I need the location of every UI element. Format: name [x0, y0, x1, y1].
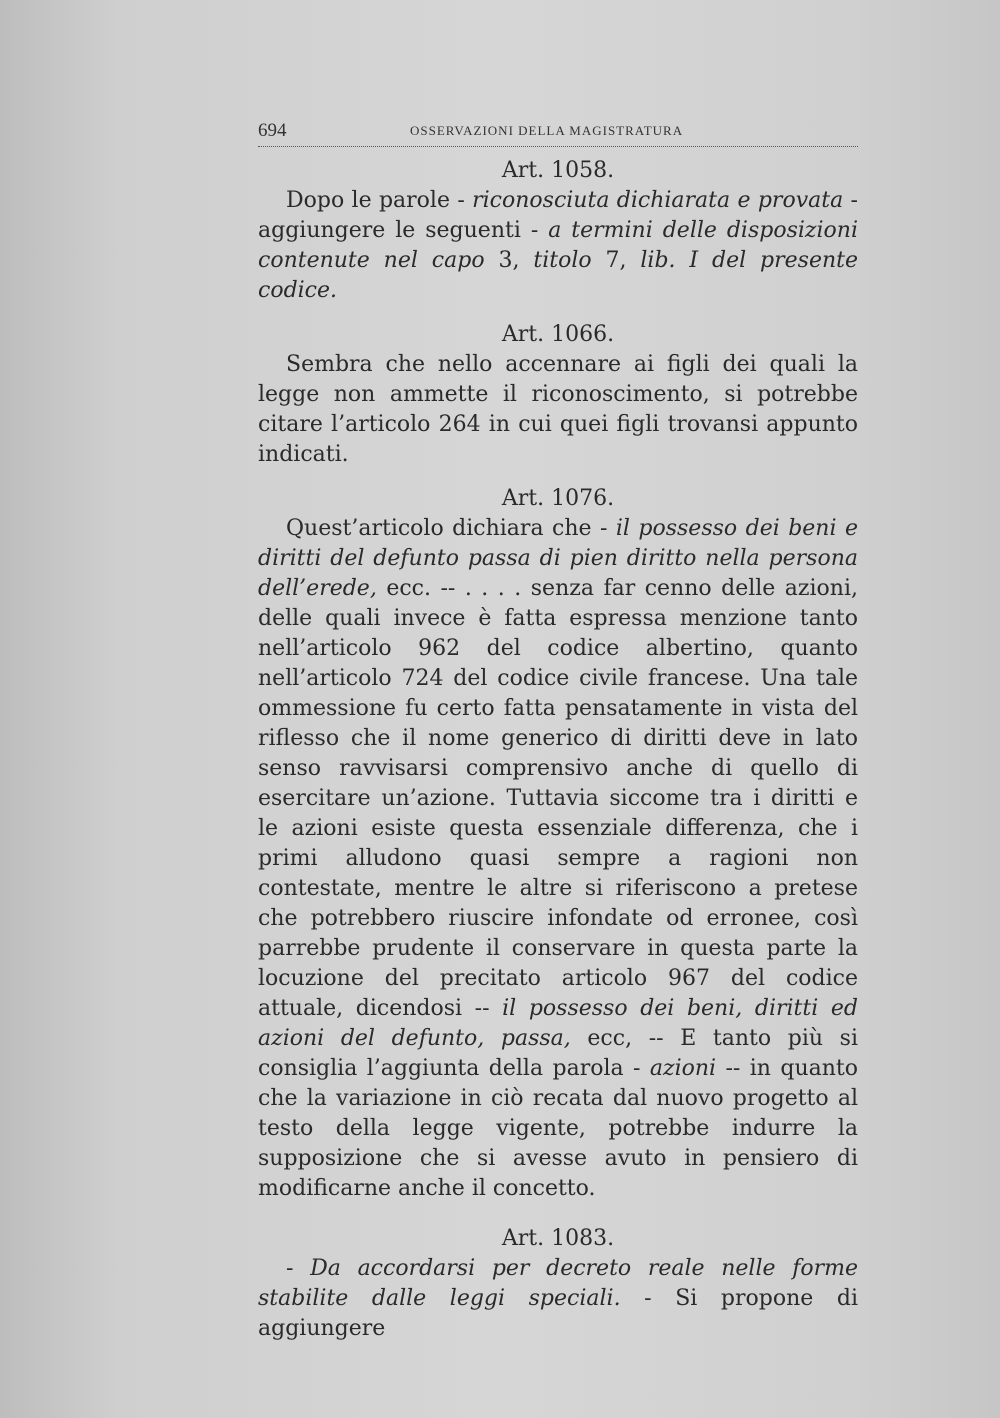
article-heading-1083: Art. 1083.: [501, 1226, 615, 1251]
text-run: ecc, -- E tanto più si consiglia l’aggiunta della parola -: [258, 1026, 858, 1081]
text-run: ecc. -- . . . . senza far cenno delle azioni, delle quali invece è fatta espressa menzione tanto nell’articolo 962 del codice albertino, quanto nell’articolo 724 del codice civile francese. Una tale ommessione fu certo fatta pensatamente in vista del riflesso che il nome generico di diritti deve in lato senso ravvisarsi comprensivo anche di quello di esercitare un’azione. Tuttavia siccome tra i diritti e le azioni esiste questa essenziale differenza, che i primi alludono quasi sempre a ragioni non contestate, mentre le altre si riferiscono a pretese che potrebbero riuscire infondate od erronee, così parrebbe prudente il conservare in questa parte la locuzione del precitato articolo 967 del codice attuale, dicendosi --: [258, 576, 858, 1021]
text-run: - aggiungere le seguenti -: [258, 188, 858, 243]
italic-run: riconosciuta dichiarata e provata: [472, 188, 844, 213]
italic-run: lib. I del presente codice.: [258, 248, 858, 303]
spacer: [258, 1204, 858, 1224]
italic-run: azioni: [649, 1056, 717, 1081]
page-header: [258, 118, 858, 147]
text-run: 3,: [484, 248, 534, 273]
text-run: -- in quanto che la variazione in ciò recata dal nuovo progetto al testo della legge vigente, potrebbe indurre la supposizione che si avesse avuto in pensiero di modificarne anche il concetto.: [258, 1056, 858, 1201]
running-head: OSSERVAZIONI DELLA MAGISTRATURA: [410, 123, 684, 138]
italic-run: il possesso dei beni, diritti ed azioni del defunto, passa,: [258, 996, 858, 1051]
italic-run: titolo: [533, 248, 592, 273]
text-run: Dopo le parole -: [286, 188, 473, 213]
italic-run: a termini delle disposizioni contenute nel capo: [258, 218, 858, 273]
text-run: - Si propone di aggiungere: [258, 1286, 858, 1341]
article-1083-text: [258, 1254, 858, 1344]
page-number: 694: [258, 120, 287, 141]
spacer: [258, 470, 858, 484]
page-body: [258, 156, 858, 1344]
article-1066-text: Sembra che nello accennare ai figli dei quali la legge non ammette il riconoscimento, si potrebbe citare l’articolo 264 in cui quei figli trovansi appunto indicati.: [258, 352, 858, 467]
text-run: Quest’articolo dichiara che -: [286, 516, 616, 541]
article-heading-1076: Art. 1076.: [501, 486, 615, 511]
italic-run: il possesso dei beni e diritti del defunto passa di pien diritto nella persona dell’erede,: [258, 516, 858, 601]
article-1058-text: [258, 186, 858, 306]
text-run: 7,: [591, 248, 641, 273]
article-heading-1066: Art. 1066.: [501, 322, 615, 347]
article-heading-1058: Art. 1058.: [501, 158, 615, 183]
article-1076-text: [258, 514, 858, 1204]
italic-run: Da accordarsi per decreto reale nelle forme stabilite dalle leggi speciali.: [258, 1256, 858, 1311]
spacer: [258, 306, 858, 320]
text-run: -: [286, 1256, 311, 1281]
